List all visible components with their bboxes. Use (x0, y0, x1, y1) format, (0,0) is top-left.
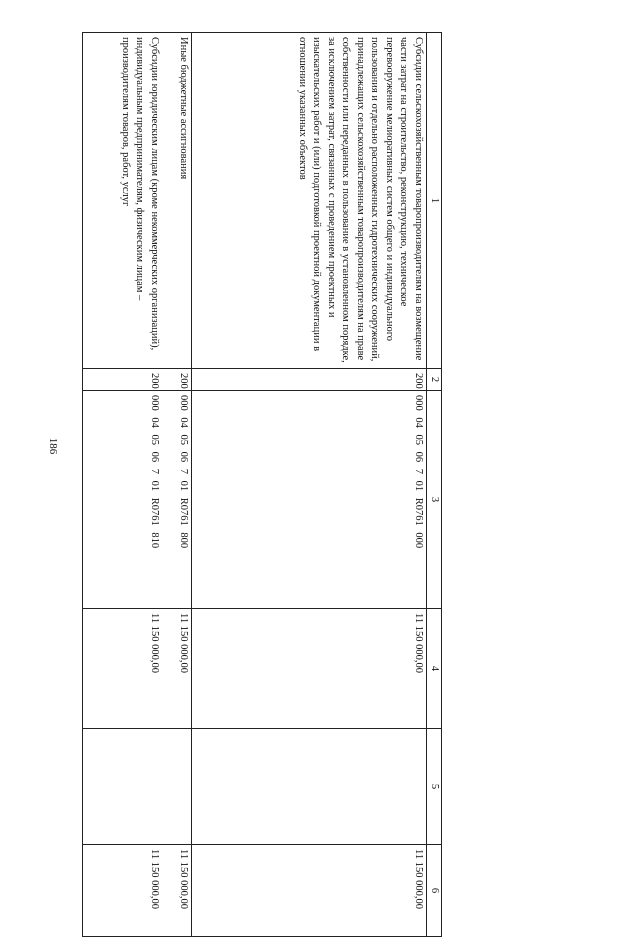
row-admin: 200 (162, 369, 191, 391)
row-col6: 11 150 000,00 (162, 845, 191, 937)
header-row (426, 33, 441, 937)
row-col6: 11 150 000,00 (191, 845, 426, 937)
row-name: Субсидии юридическим лицам (кроме некоммерческих организаций), индивидуальным предпринимателям, физическим лицам – производителям товаров, работ, услуг (83, 33, 162, 369)
row-col6: 11 150 000,00 (83, 845, 162, 937)
page-number: 186 (47, 437, 59, 455)
header-col-3: 3 (426, 391, 441, 609)
row-col5 (83, 729, 162, 845)
table-row (162, 33, 191, 937)
header-col-6: 6 (426, 845, 441, 937)
table-row (83, 33, 162, 937)
budget-table-container (82, 32, 442, 909)
header-col-2: 2 (426, 369, 441, 391)
table-row (191, 33, 426, 937)
row-code: 000 04 05 06 7 01 R0761 000 (191, 391, 426, 609)
row-admin: 200 (83, 369, 162, 391)
table-wrapper (82, 32, 442, 909)
row-col5 (162, 729, 191, 845)
header-col-4: 4 (426, 609, 441, 729)
header-col-5: 5 (426, 729, 441, 845)
budget-table (82, 32, 442, 937)
row-admin: 200 (191, 369, 426, 391)
row-name: Иные бюджетные ассигнования (162, 33, 191, 369)
row-name: Субсидии сельскохозяйственным товаропроизводителям на возмещение части затрат на строительство, реконструкцию, техническое перевооружение мелиоративных систем общего и индивидуального пользования и отдельно расположенных гидротехнических сооружений, принадлежащих сельскохозяйственным товаропроизводителям на праве собственности или переданных в пользование в установленном порядке, за исключением затрат, связанных с проведением проектных и изыскательских работ и (или) подготовкой проектной документации в отношении указанных объектов (191, 33, 426, 369)
row-col4: 11 150 000,00 (162, 609, 191, 729)
row-col4: 11 150 000,00 (191, 609, 426, 729)
row-col4: 11 150 000,00 (83, 609, 162, 729)
row-code: 000 04 05 06 7 01 R0761 810 (83, 391, 162, 609)
row-code: 000 04 05 06 7 01 R0761 800 (162, 391, 191, 609)
header-col-1: 1 (426, 33, 441, 369)
row-col5 (191, 729, 426, 845)
